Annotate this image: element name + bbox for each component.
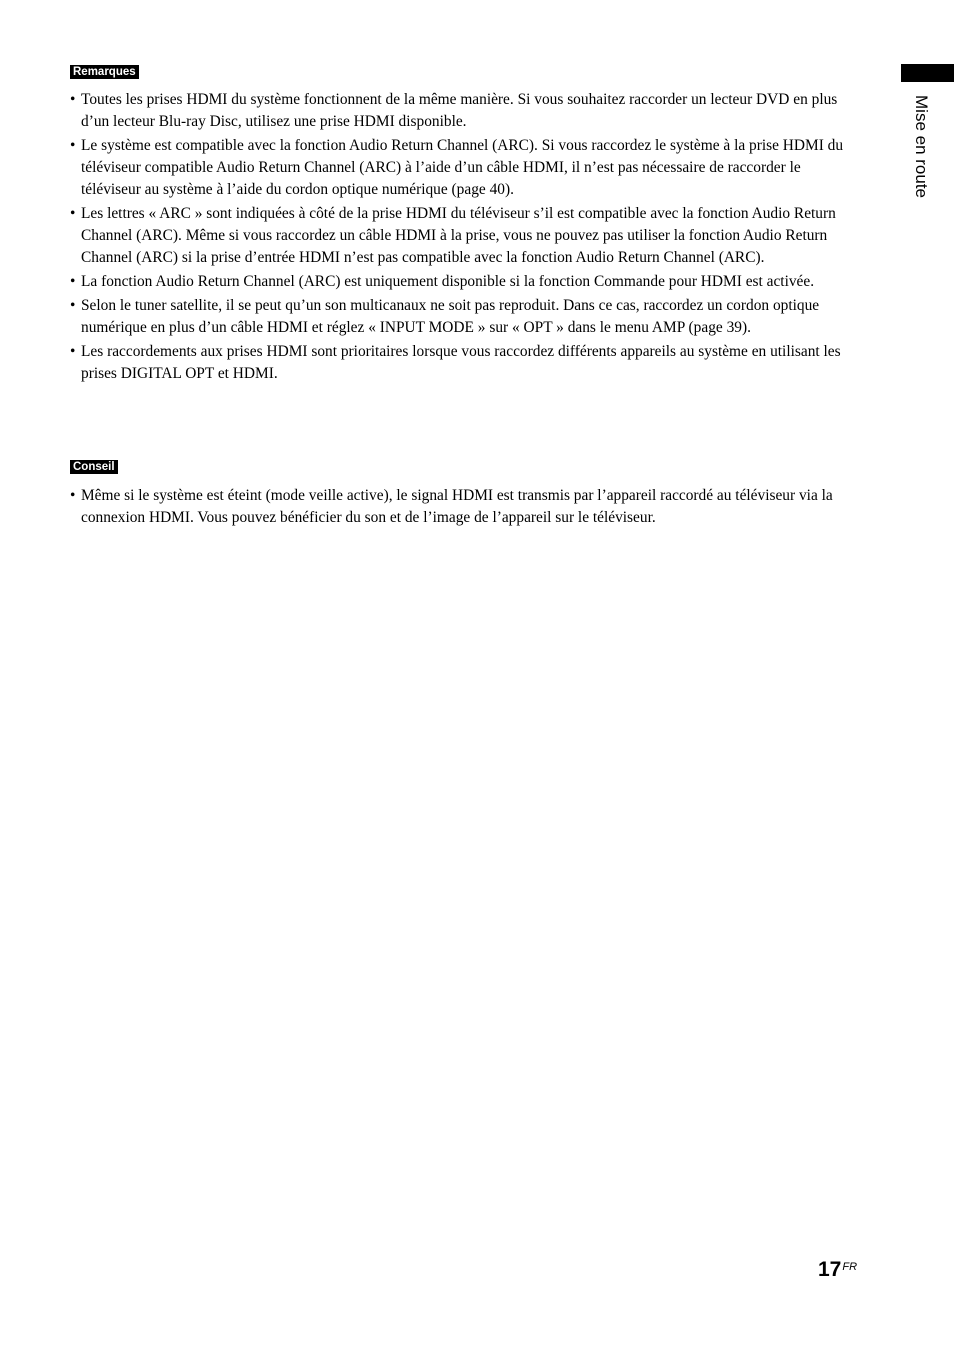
list-item: • Même si le système est éteint (mode veille active), le signal HDMI est transmis par l’appareil raccordé au téléviseur via la connexion HDMI. Vous pouvez bénéficier du son et de l’image de l’appareil sur le téléviseur.: [70, 485, 860, 529]
list-item: • La fonction Audio Return Channel (ARC) est uniquement disponible si la fonction Commande pour HDMI est activée.: [70, 271, 860, 293]
conseil-list: [70, 485, 860, 529]
list-item: • Toutes les prises HDMI du système fonctionnent de la même manière. Si vous souhaitez raccorder un lecteur DVD en plus d’un lecteur Blu-ray Disc, utilisez une prise HDMI disponible.: [70, 89, 860, 133]
page-number-value: 17: [818, 1258, 842, 1281]
conseil-label: Conseil: [70, 460, 118, 474]
list-item: • Selon le tuner satellite, il se peut qu’un son multicanaux ne soit pas reproduit. Dans ce cas, raccordez un cordon optique numérique en plus d’un câble HDMI et réglez « INPUT MODE » sur « OPT » dans le menu AMP (page 39).: [70, 295, 860, 339]
section-tab-title: Mise en route: [912, 95, 931, 198]
list-item: • Les raccordements aux prises HDMI sont prioritaires lorsque vous raccordez différents appareils au système en utilisant les prises DIGITAL OPT et HDMI.: [70, 341, 860, 385]
section-tab-marker: [901, 64, 954, 82]
list-item: • Les lettres « ARC » sont indiquées à côté de la prise HDMI du téléviseur s’il est compatible avec la fonction Audio Return Channel (ARC). Même si vous raccordez un câble HDMI à la prise, vous ne pouvez pas utiliser la fonction Audio Return Channel (ARC) si la prise d’entrée HDMI n’est pas compatible avec la fonction Audio Return Channel (ARC).: [70, 203, 860, 269]
list-item: • Le système est compatible avec la fonction Audio Return Channel (ARC). Si vous raccordez le système à la prise HDMI du téléviseur compatible Audio Return Channel (ARC) à l’aide d’un câble HDMI, il n’est pas nécessaire de raccorder le téléviseur au système à l’aide du cordon optique numérique (page 40).: [70, 135, 860, 201]
remarques-list: [70, 89, 860, 385]
conseil-section: [70, 457, 860, 531]
page-number: [818, 1258, 857, 1282]
page-language-code: FR: [842, 1261, 858, 1273]
remarques-label: Remarques: [70, 65, 139, 79]
remarques-section: [70, 62, 860, 387]
